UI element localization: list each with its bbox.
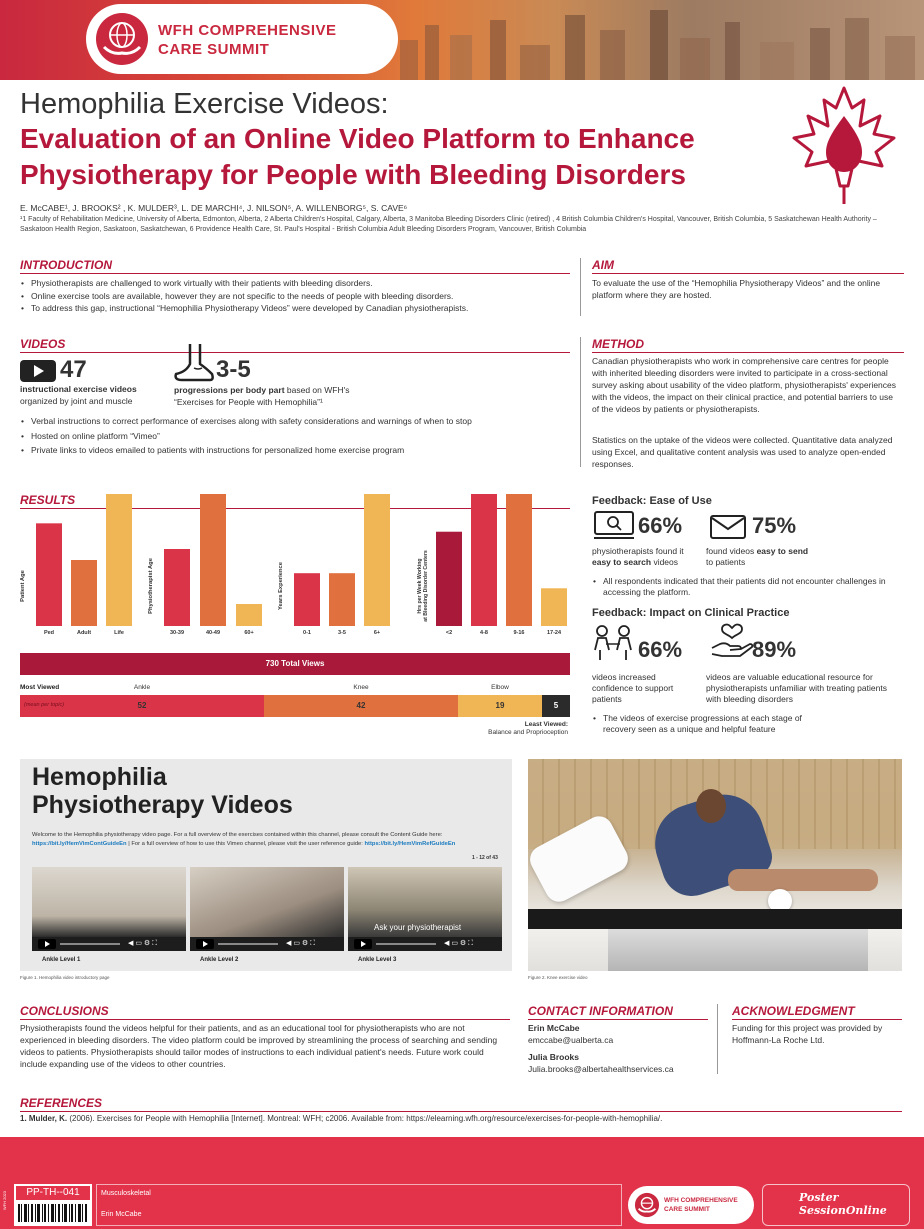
chart-tick-label: Life	[114, 630, 124, 636]
results-heading: RESULTS	[20, 493, 76, 507]
chart-tick-label: 0-1	[303, 630, 311, 636]
chart-tick-label: 30-39	[169, 630, 185, 636]
volume-icon[interactable]: ◀︎ ▭ ⚙ ⛶	[286, 940, 316, 947]
column-divider-bottom	[717, 1004, 718, 1074]
thumbnail-label[interactable]: Ankle Level 2	[200, 957, 239, 963]
chart-axis-label: Patient Age	[20, 570, 26, 602]
video-overlay-text: Ask your physiotherapist	[374, 923, 462, 932]
feedback-ease-heading: Feedback: Ease of Use	[592, 495, 712, 507]
footer-bar	[0, 1177, 924, 1229]
table-base	[608, 929, 868, 971]
poster-id-box	[14, 1184, 92, 1226]
reference-1-text: (2006). Exercises for People with Hemophilia [Internet]. Montreal: WFH; c2006. Available from: https://elearning.wfh.org/resource/exercises-for-people-with-hemophilia/.	[67, 1114, 663, 1123]
feedback-impact-stat2: 89%	[752, 637, 797, 662]
videos-stat1-value: 47	[60, 356, 87, 383]
globe-hands-icon	[634, 1192, 660, 1218]
views-value: 42	[356, 701, 366, 710]
introduction-rule	[20, 273, 570, 274]
conclusions-text: Physiotherapists found the videos helpful for their patients, and as an educational tool for physiotherapists who are not experienced in bleeding disorders. The video platform could be improved by streamlining the process of searching and sending videos to patients. Physiotherapists should tailor modes of instructions to each individual patient's needs. Future work could include expanding use of the videos to other countries.	[20, 1023, 498, 1069]
views-category-label: Elbow	[491, 684, 509, 691]
list-item: • Hosted on online platform “Vimeo”	[20, 430, 575, 443]
column-divider-top	[580, 258, 581, 316]
chart-bar	[200, 494, 226, 626]
footer-presenter: Erin McCabe	[101, 1211, 142, 1218]
barcode-icon	[18, 1204, 88, 1222]
method-paragraph-1: Canadian physiotherapists who work in comprehensive care centres for people with inherited bleeding disorders were invited to participate in a cross-sectional survey asking about usability of the video platform, physiotherapists' experiences with the videos, the impact on their clinical practice, and potential barriers to use of the videos by patients or physiotherapists.	[592, 356, 897, 414]
chart-tick-label: 40-49	[205, 630, 221, 636]
chart-axis-label: Hrs per Week Workingat Bleeding Disorder Centers	[417, 550, 429, 622]
figure1-screenshot	[20, 759, 512, 971]
videos-rule	[20, 352, 570, 353]
vimeo-page-title-2: Physiotherapy Videos	[32, 791, 293, 819]
video-thumbnail[interactable]	[32, 867, 186, 951]
chart-tick-label: Ped	[43, 630, 55, 636]
footer-logo-line1: WFH COMPREHENSIVE	[664, 1197, 738, 1204]
conclusions-rule	[20, 1019, 510, 1020]
total-views-banner	[20, 653, 570, 675]
figure1-caption: Figure 1. Hemophilia video introductory page	[20, 975, 110, 980]
videos-stat2-value: 3-5	[216, 356, 251, 383]
acknowledgment-text: Funding for this project was provided by Hoffmann-La Roche Ltd.	[732, 1023, 883, 1045]
footer-side-code: WFH 2023	[2, 1191, 7, 1211]
views-sub-label: (mean per topic)	[24, 702, 65, 708]
contact-rule	[528, 1019, 708, 1020]
progress-track[interactable]	[218, 943, 278, 945]
thumbnail-label[interactable]: Ankle Level 1	[42, 957, 81, 963]
chart-tick-label: 6+	[373, 630, 381, 636]
aim-text: To evaluate the use of the “Hemophilia Physiotherapy Videos” and the online platform where they are hosted.	[592, 278, 881, 300]
list-item: • To address this gap, instructional “Hemophilia Physiotherapy Videos” were developed by Canadian physiotherapists.	[20, 302, 570, 315]
chart-bar	[436, 532, 462, 626]
least-viewed-note	[420, 721, 568, 737]
method-paragraph-2: Statistics on the uptake of the videos were collected. Quantitative data analyzed using Excel, and qualitative content analysis was used to analyze open-ended responses.	[592, 435, 893, 469]
people-connected-icon	[592, 624, 634, 662]
videos-stat1-rest: organized by joint and muscle	[20, 396, 133, 406]
reference-guide-link[interactable]: https://bit.ly/HemVimRefGuideEn	[364, 840, 456, 847]
views-value: 52	[137, 701, 147, 710]
videos-heading: VIDEOS	[20, 337, 66, 351]
contact-name-1: Erin McCabe	[528, 1023, 580, 1033]
chart-bar	[541, 588, 567, 626]
contact-email-2[interactable]: Julia.brooks@albertahealthservices.ca	[528, 1064, 674, 1074]
title-line1: Hemophilia Exercise Videos:	[20, 88, 389, 120]
feedback-impact-stat1: 66%	[638, 637, 683, 662]
chart-tick-label: 9-16	[513, 630, 525, 636]
vimeo-desc-a: Welcome to the Hemophilia physiotherapy video page. For a full overview of the exercises contained within this channel, please consult the Content Guide here:	[32, 832, 443, 838]
views-value: 19	[495, 701, 505, 710]
contact-name-2: Julia Brooks	[528, 1052, 580, 1062]
aim-rule	[592, 273, 904, 274]
list-item: • The videos of exercise progressions at each stage of recovery seen as a unique and helpful feature	[592, 713, 832, 735]
vimeo-page-title-1: Hemophilia	[32, 763, 167, 791]
ease1-c: videos	[651, 557, 679, 567]
list-item: • Online exercise tools are available, however they are not specific to the needs of people with bleeding disorders.	[20, 290, 570, 303]
least-viewed-bold: Least Viewed:	[524, 721, 568, 728]
summit-logo-line2: CARE SUMMIT	[158, 41, 270, 58]
videos-list	[20, 415, 575, 457]
chart-bar	[471, 494, 497, 626]
views-segment	[264, 695, 458, 717]
play-icon[interactable]	[196, 939, 214, 949]
chart-bar	[506, 494, 532, 626]
contact-email-1[interactable]: emccabe@ualberta.ca	[528, 1035, 614, 1045]
method-rule	[592, 352, 904, 353]
thumbnail-label[interactable]: Ankle Level 3	[358, 957, 397, 963]
treatment-table	[528, 909, 902, 929]
maple-leaf-blood-drop-icon	[792, 86, 896, 206]
chart-bar	[106, 494, 132, 626]
chart-bar	[329, 573, 355, 626]
chart-tick-label: 4-8	[480, 630, 488, 636]
introduction-heading: INTRODUCTION	[20, 258, 112, 272]
foot-icon	[172, 342, 216, 382]
feedback-impact-stat2-text: videos are valuable educational resource for physiotherapists unfamiliar with treating patients with bleeding disorders	[706, 672, 887, 704]
vimeo-desc-b: | For a full overview of how to use this Vimeo channel, please visit the user reference guide:	[126, 840, 365, 847]
least-viewed-text: Balance and Proprioception	[488, 729, 568, 736]
pso-line2: SessionOnline	[799, 1204, 887, 1217]
introduction-list	[20, 277, 570, 315]
patient-head	[696, 789, 726, 823]
acknowledgment-rule	[732, 1019, 902, 1020]
results-bar-charts	[0, 490, 580, 640]
feedback-ease-list	[592, 576, 892, 598]
video-thumbnail[interactable]	[190, 867, 344, 951]
chart-tick-label: <2	[445, 630, 453, 636]
acknowledgment-heading: ACKNOWLEDGMENT	[732, 1004, 855, 1018]
footer-summit-logo[interactable]	[628, 1186, 754, 1224]
footer-logo-line2: CARE SUMMIT	[664, 1206, 710, 1213]
volume-icon[interactable]: ◀︎ ▭ ⚙ ⛶	[128, 940, 158, 947]
chart-tick-label: Adult	[76, 630, 92, 636]
chart-tick-label: 17-24	[546, 630, 562, 636]
video-count: 1 - 12 of 43	[472, 855, 498, 861]
figure2-knee-exercise-photo	[528, 759, 902, 971]
ease2-a: found videos	[706, 546, 757, 556]
summit-logo-line1: WFH COMPREHENSIVE	[158, 22, 337, 39]
views-category-label: Knee	[353, 684, 369, 691]
feedback-impact-heading: Feedback: Impact on Clinical Practice	[592, 607, 790, 619]
chart-tick-label: 3-5	[338, 630, 346, 636]
chart-bar	[71, 560, 97, 626]
ease2-c: to patients	[706, 557, 746, 567]
reference-1	[20, 1114, 900, 1123]
volume-icon[interactable]: ◀︎ ▭ ⚙ ⛶	[444, 940, 474, 947]
play-icon[interactable]	[354, 939, 372, 949]
total-views-label: 730 Total Views	[265, 659, 325, 668]
list-item: • All respondents indicated that their patients did not encounter challenges in accessing the platform.	[592, 576, 892, 598]
footer-band	[0, 1137, 924, 1177]
most-viewed-label: Most Viewed	[20, 684, 60, 691]
references-heading: REFERENCES	[20, 1096, 103, 1110]
feedback-impact-stat1-text: videos increased confidence to support patients	[592, 672, 674, 704]
videos-stat2-bold: progressions per body part	[174, 385, 285, 395]
patient-legs	[728, 869, 878, 891]
footer-info-box	[96, 1184, 622, 1226]
chart-bar	[364, 494, 390, 626]
play-button-icon	[20, 360, 56, 382]
progress-track[interactable]	[60, 943, 120, 945]
footer-category: Musculoskeletal	[101, 1190, 151, 1197]
videos-stat2-rest: based on WFH's “Exercises for People with Hemophilia”¹	[174, 385, 350, 407]
views-value: 5	[553, 701, 559, 710]
chart-bar	[294, 573, 320, 626]
aim-heading: AIM	[592, 258, 614, 272]
pso-line1: Poster	[799, 1191, 839, 1204]
videos-stat2-text	[174, 384, 384, 408]
chart-axis-label: Physiotherapist Age	[148, 558, 154, 614]
chart-bar	[236, 604, 262, 626]
heart-hand-icon	[710, 622, 754, 660]
search-screen-icon	[594, 511, 634, 541]
contact-heading: CONTACT INFORMATION	[528, 1004, 673, 1018]
summit-logo[interactable]	[86, 4, 398, 74]
feedback-ease-stat1-text	[592, 546, 702, 568]
poster-id: PP-TH--041	[16, 1186, 90, 1200]
envelope-icon	[710, 515, 746, 539]
content-guide-link[interactable]: https://bit.ly/HemVimContGuideEn	[32, 840, 127, 847]
authors: E. McCABE¹, J. BROOKS² , K. MULDER³, L. DE MARCHI⁴, J. NILSON⁵, A. WILLENBORG⁵, S. CAVE⁶	[20, 203, 408, 213]
progress-track[interactable]	[376, 943, 436, 945]
views-segment	[542, 695, 570, 717]
city-skyline-image	[380, 0, 924, 80]
references-rule	[20, 1111, 902, 1112]
thumbnail-image	[190, 867, 344, 937]
ease1-a: physiotherapists found it	[592, 546, 684, 556]
views-category-label: Ankle	[133, 684, 151, 691]
chart-bar	[36, 523, 62, 626]
feedback-ease-stat1: 66%	[638, 513, 683, 538]
ease1-b: easy to search	[592, 557, 652, 567]
ease2-b: easy to send	[756, 546, 809, 556]
list-item: • Physiotherapists are challenged to work virtually with their patients with bleeding disorders.	[20, 277, 570, 290]
globe-hands-icon	[94, 11, 150, 67]
conclusions-heading: CONCLUSIONS	[20, 1004, 109, 1018]
column-divider-mid	[580, 337, 581, 467]
affiliations: ¹1 Faculty of Rehabilitation Medicine, University of Alberta, Edmonton, Alberta, 2 Alberta Children's Hospital, Calgary, Alberta, 3 Manitoba Bleeding Disorders Clinic (retired) , 4 British Columbia Children's Hospital, Vancouver, British Columbia, 5 Saskatchewan Health Authority – Saskatoon Health Region, Saskatoon, Saskatchewan, 6 Providence Health Care, St. Paul's Hospital - British Columbia Adult Bleeding Disorders Program, Vancouver, British Columbia	[20, 216, 877, 233]
header-banner	[0, 0, 924, 80]
method-heading: METHOD	[592, 337, 644, 351]
list-item: • Verbal instructions to correct performance of exercises along with safety considerations and warnings of when to stop	[20, 415, 575, 428]
title-line3: Physiotherapy for People with Bleeding Disorders	[20, 159, 686, 190]
chart-bar	[164, 549, 190, 626]
video-thumbnail[interactable]	[348, 867, 502, 951]
figure2-caption: Figure 2. Knee exercise video	[528, 975, 588, 980]
chart-axis-label: Years Experience	[278, 561, 284, 611]
thumbnail-image	[32, 867, 186, 937]
feedback-impact-list	[592, 713, 832, 735]
feedback-ease-stat2-text	[706, 546, 816, 568]
chart-tick-label: 60+	[244, 630, 254, 636]
reference-1-author: 1. Mulder, K.	[20, 1114, 68, 1123]
feedback-ease-stat2: 75%	[752, 513, 797, 538]
videos-stat1-bold: instructional exercise videos	[20, 384, 137, 394]
title-line2: Evaluation of an Online Video Platform to Enhance	[20, 123, 695, 154]
poster-session-online-logo[interactable]	[762, 1184, 910, 1226]
list-item: • Private links to videos emailed to patients with instructions for personalized home exercise program	[20, 444, 575, 457]
views-segment	[458, 695, 542, 717]
vimeo-page-description	[32, 831, 482, 848]
play-icon[interactable]	[38, 939, 56, 949]
